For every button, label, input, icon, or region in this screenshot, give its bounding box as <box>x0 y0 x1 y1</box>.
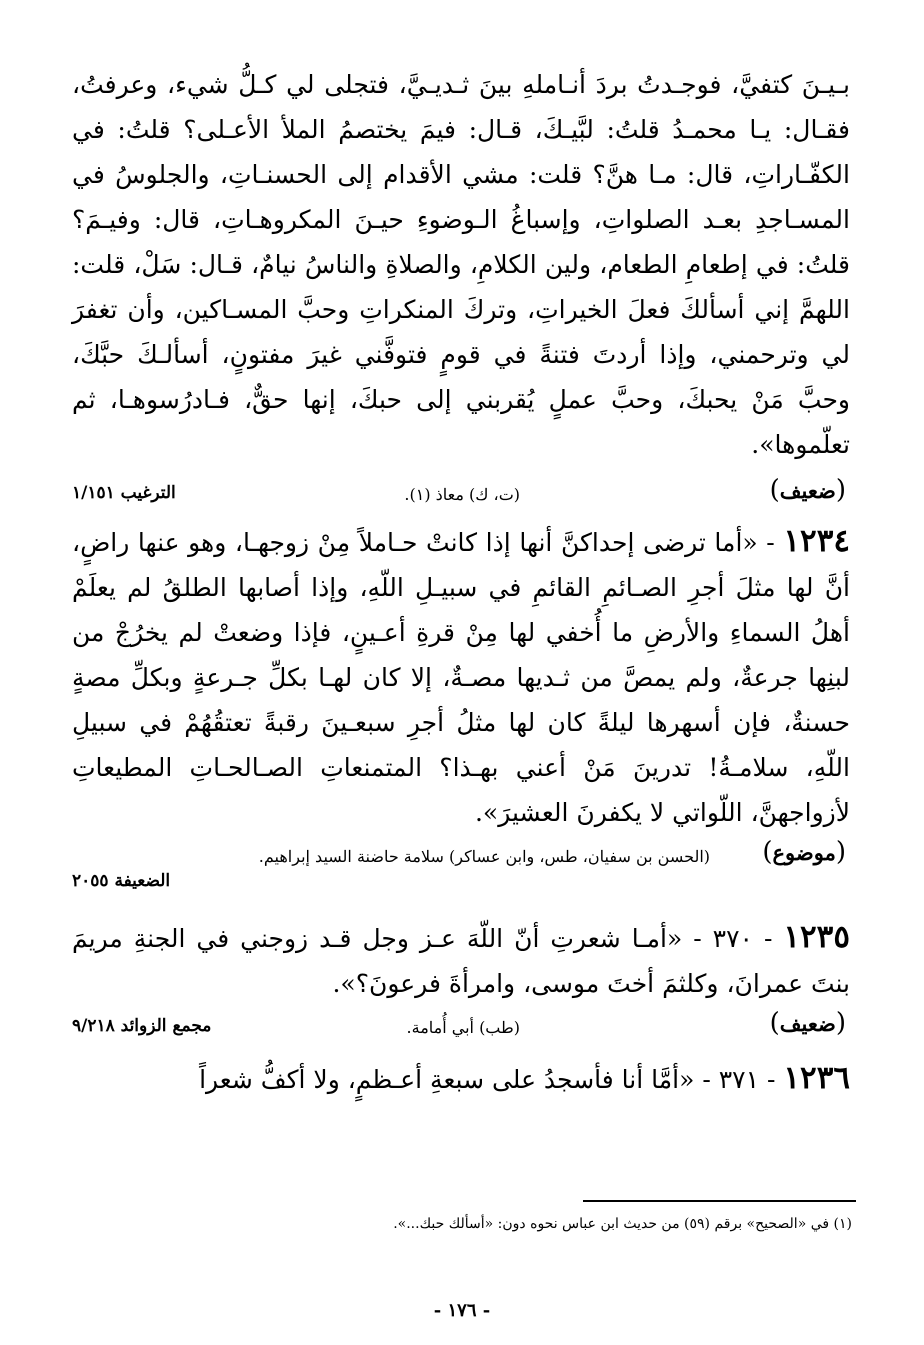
grade-label: (موضوع) <box>762 837 846 867</box>
page-body <box>72 62 850 1102</box>
source-narrator: (طب) أبي أُمامة. <box>406 1018 520 1037</box>
hadith-1234: ١٢٣٤ - «أما ترضى إحداكنَّ أنها إذا كانتْ حـاملاً مِنْ زوجهـا، وهو عنها راضٍ، أنَّ لها مثلَ أجرِ الصـائمِ القائمِ في سبيـلِ اللّهِ، وإذا أصابها الطلقُ لم يعلَمْ أهلُ السماءِ والأرضِ ما أُخفي لها مِنْ قرةِ أعـينٍ، فإذا وضعتْ لم يخرُجْ من لبنِها جرعةٌ، ولم يمصَّ من ثـديها مصـةٌ، إلا كان لهـا بكلِّ جـرعةٍ وبكلِّ مصةٍ حسنةٌ، فإن أسهرها ليلةً كان لها مثلُ أجرِ سبعـينَ رقبةً تعتقُهُمْ في سبيلِ اللّهِ، سلامـةُ! تدرينَ مَنْ أعني بهـذا؟ المتمنعاتِ الصـالحـاتِ المطيعاتِ لأزواجهنَّ، اللّواتي لا يكفرنَ العشيرَ». <box>72 523 850 827</box>
source-reference: الترغيب ١/١٥١ <box>72 483 176 503</box>
source-narrator: (الحسن بن سفيان، طس، وابن عساكر) سلامة حاضنة السيد إبراهيم. <box>258 847 710 866</box>
grade-label: (ضعيف) <box>769 1008 846 1038</box>
hadith-1235: ١٢٣٥ - ٣٧٠ - «أمـا شعرتِ أنّ اللّهَ عـز وجل قـد زوجني في الجنةِ مريمَ بنتَ عمرانَ، وكلثمَ أختَ موسى، وامرأةَ فرعونَ؟». <box>72 919 850 998</box>
footnote: (١) في «الصحيح» برقم (٥٩) من حديث ابن عباس نحوه دون: «أسألك حبك...». <box>393 1216 852 1232</box>
source-row-3 <box>72 1006 850 1048</box>
grade-label: (ضعيف) <box>769 475 846 505</box>
hadith-subnumber: ٣٧١ <box>718 1065 760 1094</box>
hadith-1236: ١٢٣٦ - ٣٧١ - «أمَّا أنا فأسجدُ على سبعةِ أعـظمٍ، ولا أكفُّ شعراً <box>199 1060 850 1096</box>
hadith-text: «أمَّا أنا فأسجدُ على سبعةِ أعـظمٍ، ولا أكفُّ شعراً <box>199 1065 695 1094</box>
footnote-divider <box>583 1200 856 1202</box>
hadith-number: ١٢٣٥ <box>783 919 850 955</box>
source-row-1 <box>72 473 850 515</box>
page-number: - ١٧٦ - <box>433 1300 491 1321</box>
source-reference: مجمع الزوائد ٩/٢١٨ <box>72 1016 212 1036</box>
hadith-text: «أما ترضى إحداكنَّ أنها إذا كانتْ حـاملاً مِنْ زوجهـا، وهو عنها راضٍ، أنَّ لها مثلَ أجرِ الصـائمِ القائمِ في سبيـلِ اللّهِ، وإذا أصابها الطلقُ لم يعلَمْ أهلُ السماءِ والأرضِ ما أُخفي لها مِنْ قرةِ أعـينٍ، فإذا وضعتْ لم يخرُجْ من لبنِها جرعةٌ، ولم يمصَّ من ثـديها مصـةٌ، إلا كان لهـا بكلِّ جـرعةٍ وبكلِّ مصةٍ حسنةٌ، فإن أسهرها ليلةً كان لها مثلُ أجرِ سبعـينَ رقبةً تعتقُهُمْ في سبيلِ اللّهِ، سلامـةُ! تدرينَ مَنْ أعني بهـذا؟ المتمنعاتِ الصـالحـاتِ المطيعاتِ لأزواجهنَّ، اللّواتي لا يكفرنَ العشيرَ». <box>72 528 850 827</box>
continuation-text: بـيـنَ كتفيَّ، فوجـدتُ بردَ أنـاملهِ بينَ ثـديـيَّ، فتجلى لي كـلُّ شيء، وعرفتُ، فقـال: يـا محمـدُ قلتُ: لبَّيـكَ، قـال: فيمَ يختصمُ الملأ الأعـلى؟ قلتُ: في الكفّـاراتِ، قال: مـا هنَّ؟ قلت: مشي الأقدام إلى الحسنـاتِ، والجلوسُ في المسـاجدِ بعـد الصلواتِ، وإسباغُ الـوضوءِ حيـنَ المكروهـاتِ، قال: وفيـمَ؟ قلتُ: في إطعامِ الطعام، ولين الكلامِ، والصلاةِ والناسُ نيامٌ، قـال: سَلْ، قلت: اللهمَّ إني أسألكَ فعلَ الخيراتِ، وتركَ المنكراتِ وحبَّ المسـاكين، وأن تغفرَ لي وترحمني، وإذا أردتَ فتنةً في قومٍ فتوفَّني غيرَ مفتونٍ، أسألـكَ حبَّكَ، وحبَّ مَنْ يحبكَ، وحبَّ عملٍ يُقربني إلى حبكَ، إنها حقٌّ، فـادرُسوهـا، ثم تعلّموها». <box>72 70 850 459</box>
hadith-number: ١٢٣٤ <box>783 523 850 559</box>
hadith-subnumber: ٣٧٠ <box>712 924 753 953</box>
source-narrator: (ت، ك) معاذ (١). <box>404 485 520 504</box>
source-reference: الضعيفة ٢٠٥٥ <box>72 871 171 891</box>
hadith-number: ١٢٣٦ <box>783 1060 850 1096</box>
hadith-text: «أمـا شعرتِ أنّ اللّهَ عـز وجل قـد زوجني في الجنةِ مريمَ بنتَ عمرانَ، وكلثمَ أختَ موسى، وامرأةَ فرعونَ؟». <box>72 924 850 998</box>
source-row-2 <box>72 835 850 871</box>
